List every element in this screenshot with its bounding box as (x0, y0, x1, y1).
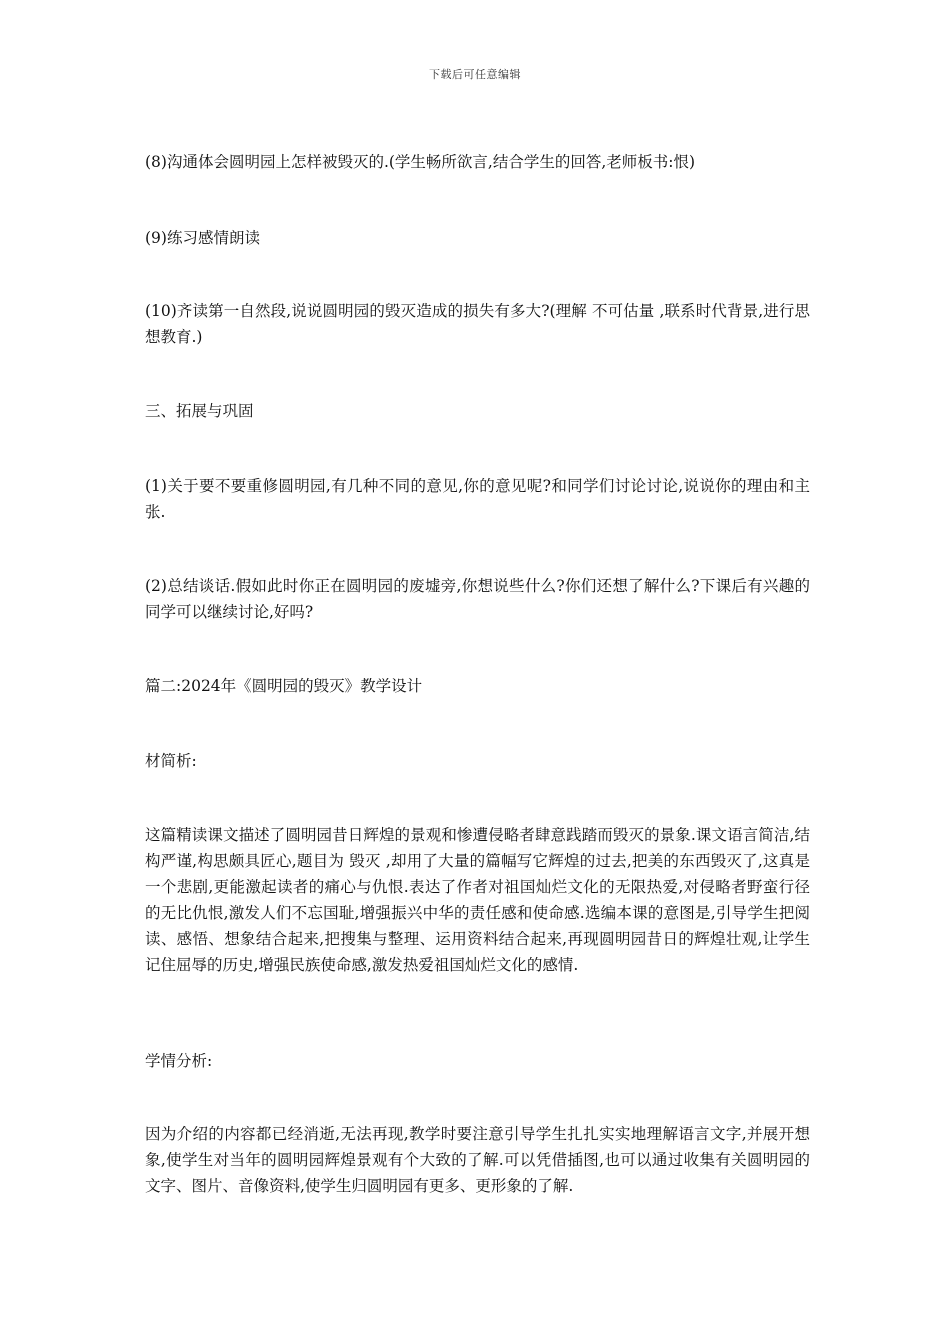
paragraph-extension-2: (2)总结谈话.假如此时你正在圆明园的废墟旁,你想说些什么?你们还想了解什么?下课后有兴趣的同学可以继续讨论,好吗? (145, 577, 810, 621)
paragraph-extension-1: (1)关于要不要重修圆明园,有几种不同的意见,你的意见呢?和同学们讨论讨论,说说你的理由和主张. (145, 477, 810, 521)
paragraph-step-8: (8)沟通体会圆明园上怎样被毁灭的.(学生畅所欲言,结合学生的回答,老师板书:恨) (145, 153, 696, 171)
page-header: 下载后可任意编辑 (429, 68, 521, 81)
paragraph-step-9: (9)练习感情朗读 (145, 229, 260, 247)
section-heading-extension: 三、拓展与巩固 (145, 402, 254, 420)
section-heading-part-two: 篇二:2024年《圆明园的毁灭》教学设计 (145, 677, 423, 695)
paragraph-material-analysis: 这篇精读课文描述了圆明园昔日辉煌的景观和惨遭侵略者肆意践踏而毁灭的景象.课文语言简洁,结构严谨,构思颇具匠心,题目为 毁灭 ,却用了大量的篇幅写它辉煌的过去,把美的东西毁灭了,这真是一个悲剧,更能激起读者的痛心与仇恨.表达了作者对祖国灿烂文化的无限热爱,对侵略者野蛮行径的无比仇恨,激发人们不忘国耻,增强振兴中华的责任感和使命感.选编本课的意图是,引导学生把阅读、感悟、想象结合起来,把搜集与整理、运用资料结合起来,再现圆明园昔日的辉煌壮观,让学生记住屈辱的历史,增强民族使命感,激发热爱祖国灿烂文化的感情. (145, 826, 810, 974)
section-heading-learner-analysis: 学情分析: (145, 1052, 213, 1070)
paragraph-step-10: (10)齐读第一自然段,说说圆明园的毁灭造成的损失有多大?(理解 不可估量 ,联系时代背景,进行思想教育.) (145, 302, 810, 346)
paragraph-learner-analysis: 因为介绍的内容都已经消逝,无法再现,教学时要注意引导学生扎扎实实地理解语言文字,并展开想象,使学生对当年的圆明园辉煌景观有个大致的了解.可以凭借插图,也可以通过收集有关圆明园的文字、图片、音像资料,使学生归圆明园有更多、更形象的了解. (145, 1125, 810, 1195)
section-heading-material-analysis: 材简析: (145, 752, 197, 770)
